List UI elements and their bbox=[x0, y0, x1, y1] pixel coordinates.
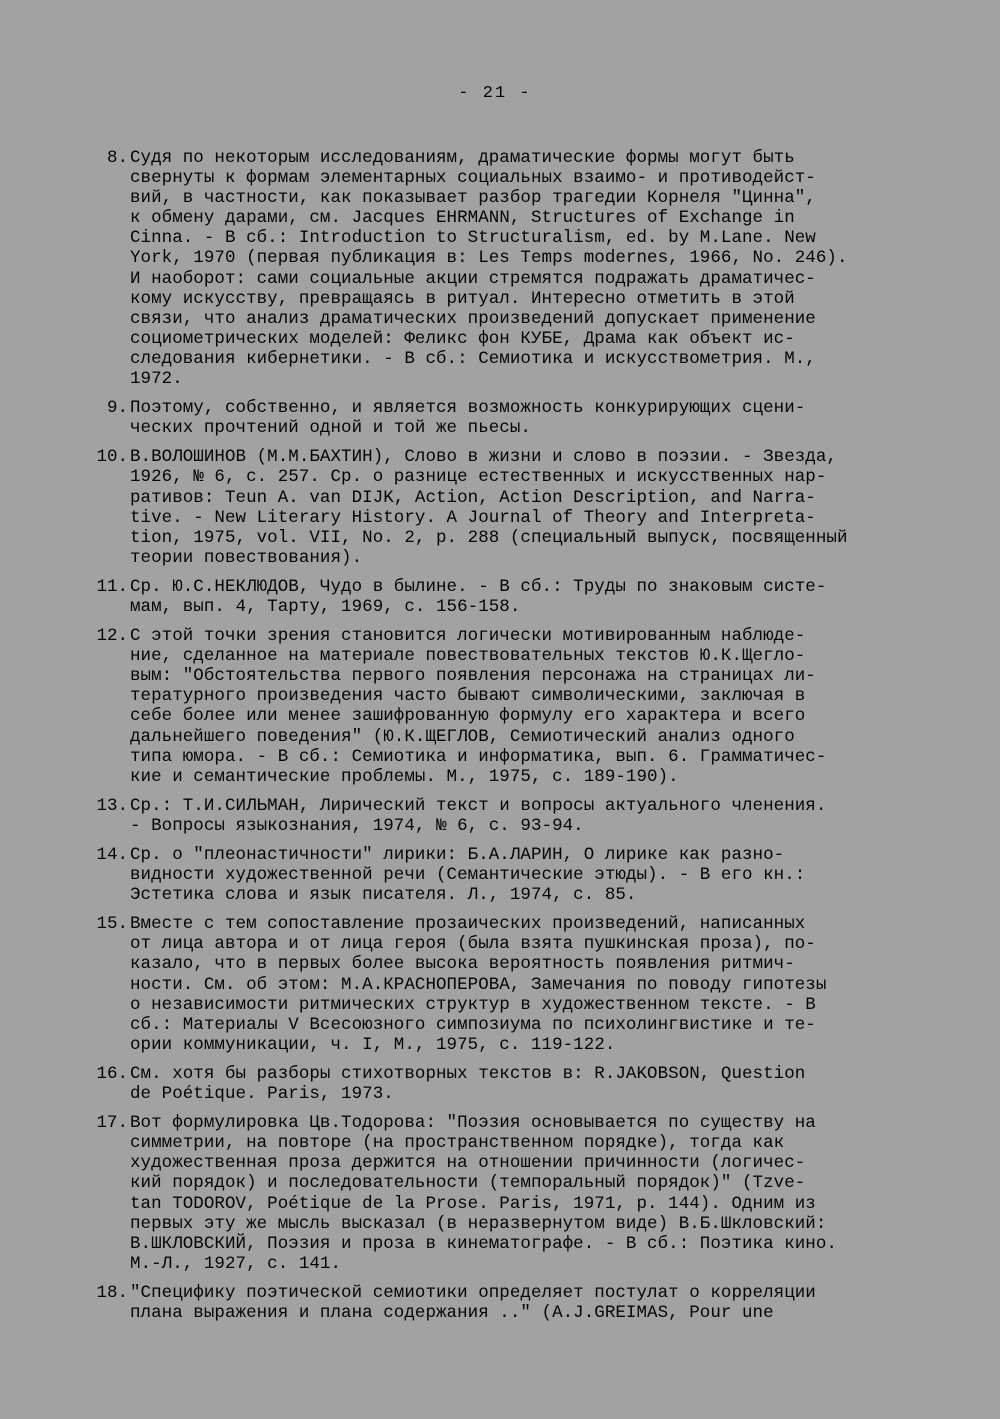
footnote-number: 9. bbox=[106, 398, 128, 419]
footnote-line: плана выражения и плана содержания .." (A.J.GREIMAS, Pour une bbox=[130, 1302, 774, 1323]
footnote-text bbox=[128, 1113, 950, 1274]
footnote-line: казало, что в первых более высока вероятность появления ритмич- bbox=[130, 954, 795, 975]
footnote-line: ности. См. об этом: М.А.КРАСНОПЕРОВА, Замечания по поводу гипотезы bbox=[130, 974, 827, 995]
footnote-line: кий порядок) и последовательности (темпоральный порядок)" (Tzve- bbox=[130, 1173, 806, 1194]
footnote-line: симметрии, на повторе (на пространственном порядке), тогда как bbox=[130, 1133, 785, 1154]
footnote-text bbox=[128, 1064, 950, 1104]
footnote-line: кие и семантические проблемы. М., 1975, с. 189-190). bbox=[130, 766, 679, 787]
footnote-text bbox=[128, 577, 950, 617]
footnote-line: типа юмора. - В сб.: Семиотика и информатика, вып. 6. Грамматичес- bbox=[130, 746, 827, 767]
footnote-number: 11. bbox=[96, 576, 128, 597]
footnote-line: 1972. bbox=[130, 369, 183, 390]
footnote-line: Cinna. - В сб.: Introduction to Structuralism, ed. by M.Lane. New bbox=[130, 228, 816, 249]
footnote-text bbox=[128, 447, 950, 568]
footnote-line: Ср.: Т.И.СИЛЬМАН, Лирический текст и вопросы актуального членения. bbox=[130, 795, 827, 816]
footnote-text bbox=[128, 148, 950, 389]
footnote-line: вым: "Обстоятельства первого появления персонажа на страницах ли- bbox=[130, 666, 816, 687]
footnote-line: к обмену дарами, см. Jacques EHRMANN, Structures of Exchange in bbox=[130, 208, 795, 229]
footnote bbox=[70, 577, 950, 617]
footnote bbox=[70, 398, 950, 438]
footnote-number: 12. bbox=[96, 626, 128, 647]
footnote-line: следования кибернетики. - В сб.: Семиотика и искусствометрия. М., bbox=[130, 348, 816, 369]
footnote-text bbox=[128, 398, 950, 438]
footnote bbox=[70, 447, 950, 568]
footnote-line: ние, сделанное на материале повествовательных текстов Ю.К.Щегло- bbox=[130, 646, 806, 667]
footnote-line: tan TODOROV, Poétique de la Prose. Paris, 1971, p. 144). Одним из bbox=[130, 1193, 816, 1214]
footnote-text bbox=[128, 796, 950, 836]
footnote-line: тературного произведения часто бывают символическими, заключая в bbox=[130, 686, 806, 707]
footnote-line: См. хотя бы разборы стихотворных текстов в: R.JAKOBSON, Question bbox=[130, 1063, 806, 1084]
footnote bbox=[70, 148, 950, 389]
footnote-line: York, 1970 (первая публикация в: Les Temps modernes, 1966, No. 246). bbox=[130, 248, 848, 269]
footnote-line: Поэтому, собственно, и является возможность конкурирующих сцени- bbox=[130, 398, 806, 419]
footnote-line: Вот формулировка Цв.Тодорова: "Поэзия основывается по существу на bbox=[130, 1113, 816, 1134]
page-number: - 21 - bbox=[458, 84, 532, 103]
footnote-line: ории коммуникации, ч. I, М., 1975, с. 119-122. bbox=[130, 1034, 616, 1055]
footnote-number: 17. bbox=[96, 1113, 128, 1134]
footnote-line: "Специфику поэтической семиотики определяет постулат о корреляции bbox=[130, 1282, 816, 1303]
footnote-line: связи, что анализ драматических произведений допускает применение bbox=[130, 308, 816, 329]
footnote-number: 8. bbox=[106, 148, 128, 168]
footnote-line: сб.: Материалы V Всесоюзного симпозиума по психолингвистике и те- bbox=[130, 1014, 816, 1035]
footnote-line: И наоборот: сами социальные акции стремятся подражать драматичес- bbox=[130, 268, 816, 289]
footnote bbox=[70, 1113, 950, 1274]
footnote bbox=[70, 914, 950, 1055]
footnote-text bbox=[128, 1283, 950, 1323]
footnote-line: tive. - New Literary History. A Journal of Theory and Interpreta- bbox=[130, 507, 816, 528]
footnote-line: дальнейшего поведения" (Ю.К.ЩЕГЛОВ, Семиотический анализ одного bbox=[130, 726, 795, 747]
footnote-text bbox=[128, 914, 950, 1055]
footnote-line: от лица автора и от лица героя (была взята пушкинская проза), по- bbox=[130, 934, 816, 955]
footnote-number: 16. bbox=[96, 1063, 128, 1084]
footnote bbox=[70, 626, 950, 787]
footnote-line: о независимости ритмических структур в художественном тексте. - В bbox=[130, 994, 816, 1015]
footnote-line: социометрических моделей: Феликс фон КУБЕ, Драма как объект ис- bbox=[130, 328, 795, 349]
footnote bbox=[70, 1064, 950, 1104]
footnote-line: Ср. Ю.С.НЕКЛЮДОВ, Чудо в былине. - В сб.: Труды по знаковым систе- bbox=[130, 576, 827, 597]
footnote-text bbox=[128, 845, 950, 905]
footnotes-list bbox=[70, 148, 950, 1332]
footnote bbox=[70, 1283, 950, 1323]
footnote-number: 10. bbox=[96, 447, 128, 468]
footnote-line: В.ВОЛОШИНОВ (М.М.БАХТИН), Слово в жизни и слово в поэзии. - Звезда, bbox=[130, 447, 837, 468]
footnote-line: художественная проза держится на отношении причинности (логичес- bbox=[130, 1153, 806, 1174]
footnote-text bbox=[128, 626, 950, 787]
footnote-line: первых эту же мысль высказал (в неразвернутом виде) В.Б.Шкловский: bbox=[130, 1213, 827, 1234]
footnote-line: de Poétique. Paris, 1973. bbox=[130, 1084, 394, 1105]
footnote-line: Вместе с тем сопоставление прозаических произведений, написанных bbox=[130, 914, 806, 935]
footnote-line: кому искусству, превращаясь в ритуал. Интересно отметить в этой bbox=[130, 288, 795, 309]
footnote-line: - Вопросы языкознания, 1974, № 6, с. 93-94. bbox=[130, 815, 584, 836]
footnote-line: вий, в частности, как показывает разбор трагедии Корнеля "Цинна", bbox=[130, 188, 816, 209]
footnote-line: С этой точки зрения становится логически мотивированным наблюде- bbox=[130, 626, 806, 647]
footnote-line: М.-Л., 1927, с. 141. bbox=[130, 1253, 342, 1274]
footnote-line: 1926, № 6, с. 257. Ср. о разнице естественных и искусственных нар- bbox=[130, 467, 827, 488]
footnote-line: В.ШКЛОВСКИЙ, Поэзия и проза в кинематографе. - В сб.: Поэтика кино. bbox=[130, 1233, 837, 1254]
footnote-line: ческих прочтений одной и той же пьесы. bbox=[130, 418, 531, 439]
footnote-number: 13. bbox=[96, 795, 128, 816]
footnote-line: Ср. о "плеонастичности" лирики: Б.А.ЛАРИН, О лирике как разно- bbox=[130, 845, 785, 865]
footnote bbox=[70, 845, 950, 905]
footnote-number: 15. bbox=[96, 914, 128, 935]
footnote-line: ративов: Teun A. van DIJK, Action, Action Description, and Narra- bbox=[130, 487, 816, 508]
footnote-line: себе более или менее зашифрованную формулу его характера и всего bbox=[130, 706, 806, 727]
footnote-line: мам, вып. 4, Тарту, 1969, с. 156-158. bbox=[130, 596, 521, 617]
footnote-number: 14. bbox=[96, 845, 128, 865]
footnote-number: 18. bbox=[96, 1282, 128, 1303]
footnote-line: Судя по некоторым исследованиям, драматические формы могут быть bbox=[130, 148, 795, 168]
footnote-line: Эстетика слова и язык писателя. Л., 1974, с. 85. bbox=[130, 885, 637, 906]
footnote-line: свернуты к формам элементарных социальных взаимо- и противодейст- bbox=[130, 168, 816, 189]
footnote-line: теории повествования). bbox=[130, 547, 363, 568]
footnote-line: tion, 1975, vol. VII, No. 2, p. 288 (специальный выпуск, посвященный bbox=[130, 527, 848, 548]
footnote bbox=[70, 796, 950, 836]
footnote-line: видности художественной речи (Семантические этюды). - В его кн.: bbox=[130, 865, 806, 886]
